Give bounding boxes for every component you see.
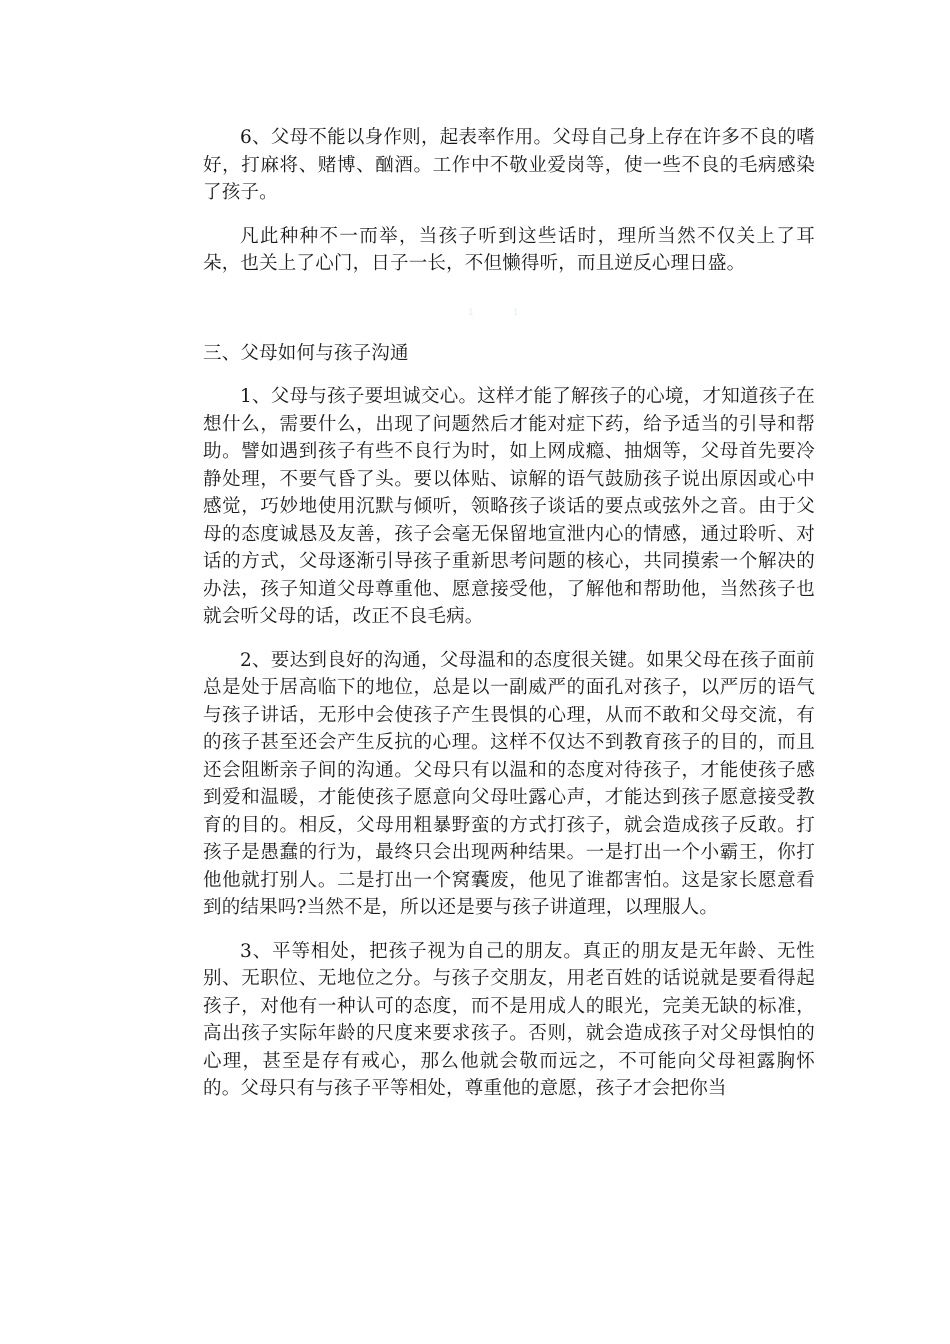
faint-watermark — [203, 294, 815, 332]
paragraph-summary: 凡此种种不一而举，当孩子听到这些话时，理所当然不仅关上了耳朵，也关上了心门，日子一长，不但懒得听，而且逆反心理日盛。 — [203, 225, 815, 274]
watermark-text: 1 1 — [468, 307, 537, 318]
paragraph-3-equal-footing: 3、平等相处，把孩子视为自己的朋友。真正的朋友是无年龄、无性别、无职位、无地位之分。与孩子交朋友，用老百姓的话说就是要看得起孩子，对他有一种认可的态度，而不是用成人的眼光，完美无缺的标准，高出孩子实际年龄的尺度来要求孩子。否则，就会造成孩子对父母惧怕的心理，甚至是存有戒心，那么他就会敬而远之，不可能向父母袒露胸怀的。父母只有与孩子平等相处，尊重他的意愿，孩子才会把你当 — [203, 940, 815, 1099]
section-heading: 三、父母如何与孩子沟通 — [203, 342, 409, 364]
paragraph-6-role-model: 6、父母不能以身作则，起表率作用。父母自己身上存在许多不良的嗜好，打麻将、赌博、酗酒。工作中不敬业爱岗等，使一些不良的毛病感染了孩子。 — [203, 127, 815, 203]
paragraph-2-gentle-attitude: 2、要达到良好的沟通，父母温和的态度很关键。如果父母在孩子面前总是处于居高临下的地位，总是以一副威严的面孔对孩子，以严厉的语气与孩子讲话，无形中会使孩子产生畏惧的心理，从而不敢和父母交流，有的孩子甚至还会产生反抗的心理。这样不仅达不到教育孩子的目的，而且还会阻断亲子间的沟通。父母只有以温和的态度对待孩子，才能使孩子感到爱和温暖，才能使孩子愿意向父母吐露心声，才能达到孩子愿意接受教育的目的。相反，父母用粗暴野蛮的方式打孩子，就会造成孩子反敢。打孩子是愚蠢的行为，最终只会出现两种结果。一是打出一个小霸王，你打他他就打别人。二是打出一个窝囊废，他见了谁都害怕。这是家长愿意看到的结果吗?当然不是，所以还是要与孩子讲道理，以理服人。 — [203, 649, 815, 918]
paragraph-1-honest-communication: 1、父母与孩子要坦诚交心。这样才能了解孩子的心境，才知道孩子在想什么，需要什么，出现了问题然后才能对症下药，给予适当的引导和帮助。譬如遇到孩子有些不良行为时，如上网成瘾、抽烟等，父母首先要冷静处理，不要气昏了头。要以体贴、谅解的语气鼓励孩子说出原因或心中感觉，巧妙地使用沉默与倾听，领略孩子谈话的要点或弦外之音。由于父母的态度诚恳及友善，孩子会毫无保留地宣泄内心的情感，通过聆听、对话的方式，父母逐渐引导孩子重新思考问题的核心，共同摸索一个解决的办法，孩子知道父母尊重他、愿意接受他，了解他和帮助他，当然孩子也就会听父母的话，改正不良毛病。 — [203, 386, 815, 627]
document-body — [203, 124, 815, 1119]
